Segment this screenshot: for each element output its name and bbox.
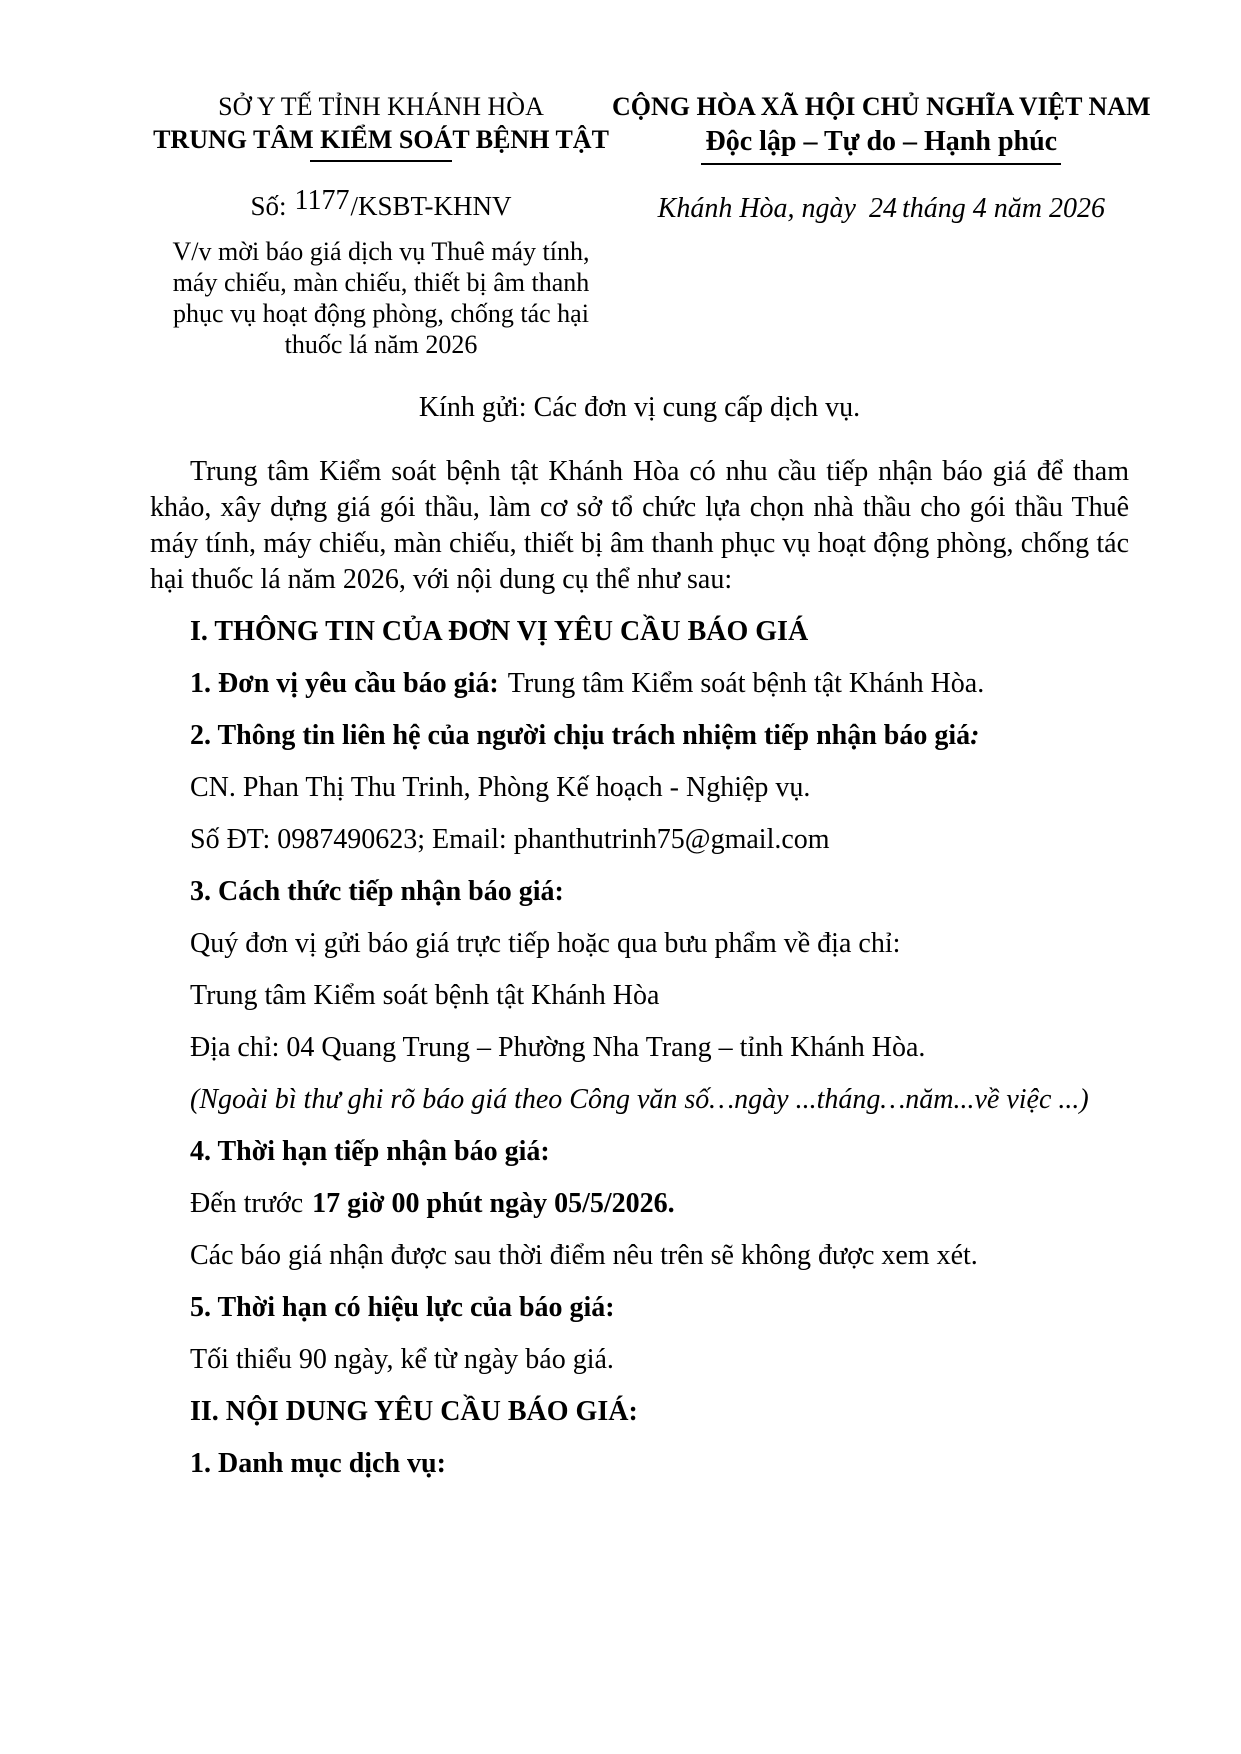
section1-item4-label: 4. Thời hạn tiếp nhận báo giá: [190, 1136, 550, 1167]
section1-item4 [150, 1134, 1129, 1170]
national-motto-line [612, 123, 1151, 165]
section1-item3-text1: Quý đơn vị gửi báo giá trực tiếp hoặc qua bưu phẩm về địa chỉ: [190, 928, 901, 959]
section1-item3-text3: Địa chỉ: 04 Quang Trung – Phường Nha Trang – tỉnh Khánh Hòa. [190, 1032, 926, 1063]
contact-person: CN. Phan Thị Thu Trinh, Phòng Kế hoạch - Nghiệp vụ. [190, 772, 811, 803]
section1-item2-colon: : [970, 720, 980, 751]
place-date-prefix: Khánh Hòa, ngày [657, 193, 856, 224]
doc-number-line [150, 185, 612, 224]
place-date-line [612, 191, 1151, 227]
section1-item5 [150, 1290, 1129, 1326]
national-title: CỘNG HÒA XÃ HỘI CHỦ NGHĨA VIỆT NAM [612, 92, 1151, 121]
doc-number-value: 1177 [294, 185, 350, 216]
document-header [150, 90, 1151, 360]
contact-phone-email: Số ĐT: 0987490623; Email: phanthutrinh75@gmail.com [190, 824, 830, 855]
section1-item2-label: 2. Thông tin liên hệ của người chịu trách nhiệm tiếp nhận báo giá [190, 720, 971, 751]
section2-item1-label: 1. Danh mục dịch vụ: [190, 1448, 446, 1479]
deadline-value: 17 giờ 00 phút ngày 05/5/2026. [312, 1188, 675, 1219]
intro-paragraph: Trung tâm Kiểm soát bệnh tật Khánh Hòa có nhu cầu tiếp nhận báo giá để tham khảo, xây dựng giá gói thầu, làm cơ sở tổ chức lựa chọn nhà thầu cho gói thầu Thuê máy tính, máy chiếu, màn chiếu, thiết bị âm thanh phục vụ hoạt động phòng, chống tác hại thuốc lá năm 2026, với nội dung cụ thể như sau: [150, 456, 1129, 595]
deadline-prefix: Đến trước [190, 1188, 304, 1219]
section1-item5-text: Tối thiểu 90 ngày, kể từ ngày báo giá. [190, 1344, 614, 1375]
section1-item1 [150, 666, 1129, 702]
section1-item2 [150, 718, 1129, 754]
section2-heading: II. NỘI DUNG YÊU CẦU BÁO GIÁ: [190, 1396, 638, 1427]
doc-subject: V/v mời báo giá dịch vụ Thuê máy tính, máy chiếu, màn chiếu, thiết bị âm thanh phục vụ hoạt động phòng, chống tác hại thuốc lá năm 2026 [172, 237, 590, 359]
section1-item4-deadline [150, 1186, 1129, 1222]
national-header-block [612, 90, 1151, 227]
issuing-org-block [150, 90, 612, 360]
doc-number-label: Số: [250, 191, 287, 221]
org-name-underline [310, 160, 452, 162]
section1-heading: I. THÔNG TIN CỦA ĐƠN VỊ YÊU CẦU BÁO GIÁ [190, 616, 809, 647]
org-parent-name: SỞ Y TẾ TỈNH KHÁNH HÒA [218, 92, 544, 121]
place-date-day: 24 [868, 193, 897, 224]
section1-item3-text2: Trung tâm Kiểm soát bệnh tật Khánh Hòa [190, 980, 660, 1011]
section2-item1 [150, 1446, 1129, 1482]
section1-item3-label: 3. Cách thức tiếp nhận báo giá: [190, 876, 564, 907]
national-motto: Độc lập – Tự do – Hạnh phúc [701, 123, 1061, 165]
section1-item3 [150, 874, 1129, 910]
section1-item3-note: (Ngoài bì thư ghi rõ báo giá theo Công văn số…ngày ...tháng…năm...về việc ...) [190, 1084, 1089, 1115]
doc-number-suffix: /KSBT-KHNV [350, 191, 512, 221]
section1-item5-label: 5. Thời hạn có hiệu lực của báo giá: [190, 1292, 615, 1323]
section1-item1-text: Trung tâm Kiểm soát bệnh tật Khánh Hòa. [507, 668, 985, 699]
section1-item1-label: 1. Đơn vị yêu cầu báo giá: [190, 668, 499, 699]
org-name: TRUNG TÂM KIỂM SOÁT BỆNH TẬT [153, 125, 609, 154]
salutation: Kính gửi: Các đơn vị cung cấp dịch vụ. [418, 392, 861, 423]
section1-item4-text2: Các báo giá nhận được sau thời điểm nêu trên sẽ không được xem xét. [190, 1240, 978, 1271]
place-date-rest: tháng 4 năm 2026 [901, 193, 1105, 224]
